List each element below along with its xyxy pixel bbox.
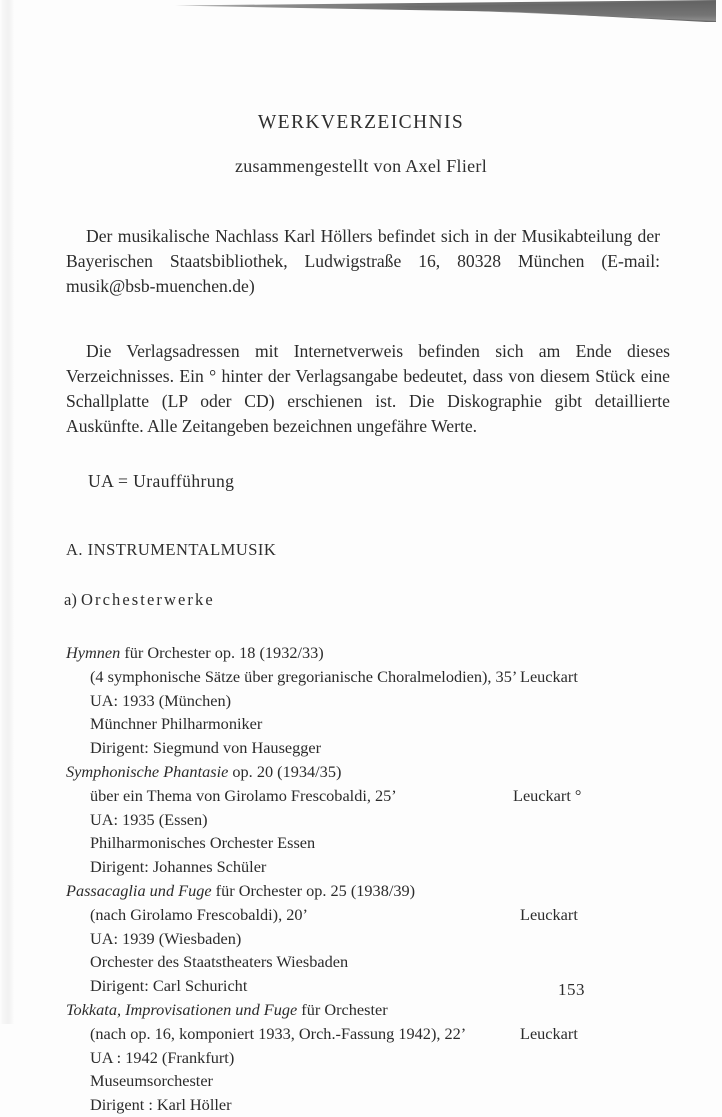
work-title: Passacaglia und Fuge xyxy=(66,880,212,900)
work-title-suffix: für Orchester op. 25 (1938/39) xyxy=(211,880,416,900)
intro-paragraph: Der musikalische Nachlass Karl Höllers befindet sich in der Musikabteilung der Bayerischen Staatsbibliothek, Ludwigstraße 16, 80328 München (E-mail: musik@bsb-muenchen.de) xyxy=(66,226,660,296)
work-conductor: Dirigent: Siegmund von Hausegger xyxy=(90,738,322,758)
work-detail: über ein Thema von Girolamo Frescobaldi, 25’ xyxy=(90,785,397,805)
work-entry xyxy=(0,760,722,879)
section-heading-instrumentalmusik: A. INSTRUMENTALMUSIK xyxy=(66,540,277,559)
work-ensemble: Orchester des Staatstheaters Wiesbaden xyxy=(90,952,349,972)
work-title-line xyxy=(66,879,722,903)
work-conductor: Dirigent: Johannes Schüler xyxy=(90,857,267,877)
work-conductor: Dirigent: Carl Schuricht xyxy=(90,976,248,996)
work-title-suffix: für Orchester op. 18 (1932/33) xyxy=(120,643,324,662)
work-title: Symphonische Phantasie xyxy=(66,761,229,781)
work-entry xyxy=(0,998,722,1117)
work-ensemble: Museumsorchester xyxy=(90,1071,213,1091)
work-title-line xyxy=(66,760,722,784)
work-title: Tokkata, Improvisationen und Fuge xyxy=(66,999,298,1019)
subsection-heading-orchesterwerke xyxy=(64,590,722,610)
work-publisher: Leuckart xyxy=(520,1023,578,1043)
work-premiere: UA: 1939 (Wiesbaden) xyxy=(90,928,242,948)
work-ensemble: Philharmonisches Orchester Essen xyxy=(90,833,316,853)
work-title-line xyxy=(66,641,722,665)
work-title: Hymnen xyxy=(66,643,121,662)
work-premiere: UA : 1942 (Frankfurt) xyxy=(90,1047,235,1067)
work-conductor: Dirigent : Karl Höller xyxy=(90,1095,232,1115)
work-detail: (4 symphonische Sätze über gregorianische Choralmelodien), 35’ xyxy=(90,666,518,686)
works-list xyxy=(0,641,722,1117)
page-title: WERKVERZEICHNIS xyxy=(257,112,465,133)
work-entry xyxy=(0,641,722,760)
subsection-marker: a) xyxy=(64,590,81,609)
work-detail: (nach op. 16, komponiert 1933, Orch.-Fassung 1942), 22’ xyxy=(90,1023,467,1043)
work-premiere: UA: 1933 (München) xyxy=(90,690,232,710)
page-number-value: 153 xyxy=(558,980,585,999)
work-publisher: Leuckart ° xyxy=(513,785,582,805)
usage-note-paragraph: Die Verlagsadressen mit Internetverweis befinden sich am Ende dieses Verzeichnisses. Ein ° hinter der Verlagsangabe bedeutet, dass von diesem Stück eine Schallplatte (LP oder CD) erschienen ist. Die Diskographie gibt detaillierte Auskünfte. Alle Zeitangeben bezeichnen ungefähre Werte. xyxy=(66,341,670,436)
work-publisher: Leuckart xyxy=(520,904,578,924)
work-detail: (nach Girolamo Frescobaldi), 20’ xyxy=(90,904,308,924)
work-entry xyxy=(0,879,722,998)
work-premiere: UA: 1935 (Essen) xyxy=(90,809,208,829)
work-title-suffix: op. 20 (1934/35) xyxy=(228,761,342,781)
subsection-label: Orchesterwerke xyxy=(80,590,215,609)
page-subtitle: zusammengestellt von Axel Flierl xyxy=(234,156,488,176)
work-title-suffix: für Orchester xyxy=(297,999,388,1019)
work-title-line xyxy=(66,998,722,1022)
work-ensemble: Münchner Philharmoniker xyxy=(90,714,263,734)
work-publisher: Leuckart xyxy=(520,666,578,686)
abbreviation-legend: UA = Uraufführung xyxy=(88,471,235,491)
